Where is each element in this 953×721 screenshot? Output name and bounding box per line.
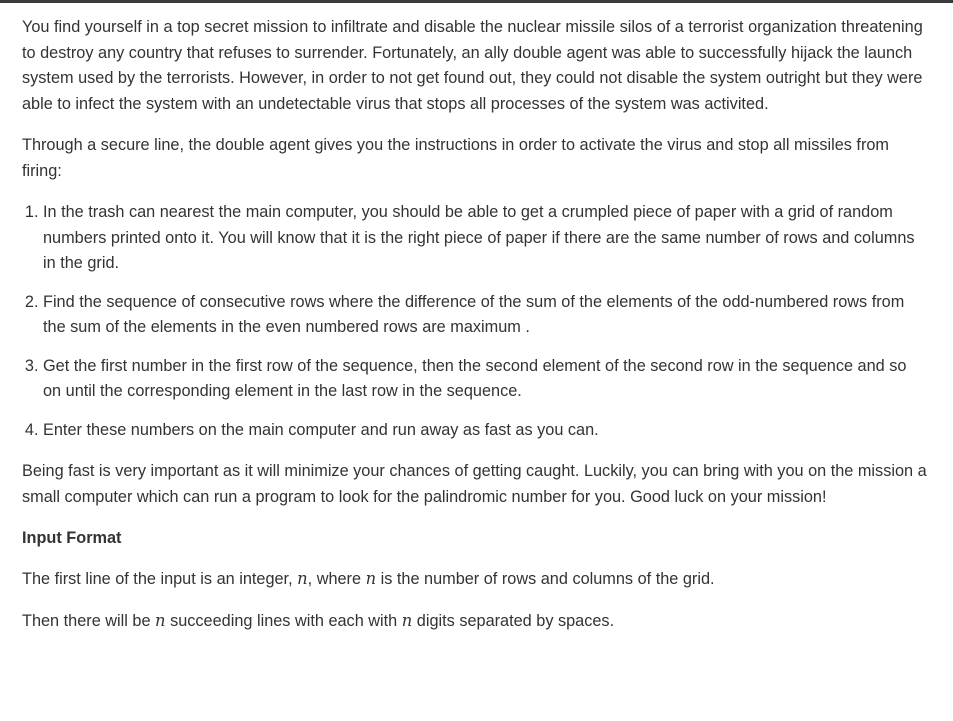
input-format-heading: Input Format	[22, 529, 122, 547]
text-segment: Then there will be	[22, 612, 156, 630]
instruction-step-1: 1. In the trash can nearest the main computer, you should be able to get a crumpled piece of paper with a grid of random numbers printed onto it. You will know that it is the right piece of paper if there are the same number of rows and columns in the grid.	[43, 200, 927, 277]
text-segment: , where	[307, 569, 366, 588]
text-segment: The first line of the input is an integer,	[22, 569, 298, 588]
closing-paragraph: Being fast is very important as it will minimize your chances of getting caught. Luckily, you can bring with you on the mission a small computer which can run a program to look for the palindromic number for you. Good luck on your mission!	[22, 462, 927, 506]
intro-paragraph-2: Through a secure line, the double agent gives you the instructions in order to activate the virus and stop all missiles from firing:	[22, 136, 889, 180]
intro-paragraph-1: You find yourself in a top secret mission to infiltrate and disable the nuclear missile silos of a terrorist organization threatening to destroy any country that refuses to surrender. Fortunately, an ally double agent was able to successfully hijack the launch system used by the terrorists. However, in order to not get found out, they could not disable the system outright but they were able to infect the system with an undetectable virus that stops all processes of the system was activited.	[22, 18, 923, 113]
instruction-list	[22, 200, 927, 443]
text-segment: digits separated by spaces.	[412, 612, 615, 630]
math-variable-n: n	[155, 611, 166, 630]
problem-statement	[22, 15, 927, 651]
text-segment: succeeding lines with each with	[165, 612, 402, 630]
instruction-step-2: 2. Find the sequence of consecutive rows where the difference of the sum of the elements of the odd-numbered rows from the sum of the elements in the even numbered rows are maximum .	[43, 290, 927, 341]
input-format-line-2	[22, 608, 927, 635]
input-format-line-1	[22, 566, 927, 593]
math-variable-n: n	[297, 568, 308, 588]
math-variable-n: n	[365, 568, 377, 588]
math-variable-n: n	[401, 611, 413, 630]
top-border	[0, 0, 953, 3]
text-segment: is the number of rows and columns of the grid.	[376, 569, 715, 588]
instruction-step-3: 3. Get the first number in the first row of the sequence, then the second element of the second row in the sequence and so on until the corresponding element in the last row in the sequence.	[43, 354, 927, 405]
instruction-step-4: 4. Enter these numbers on the main computer and run away as fast as you can.	[43, 418, 927, 444]
